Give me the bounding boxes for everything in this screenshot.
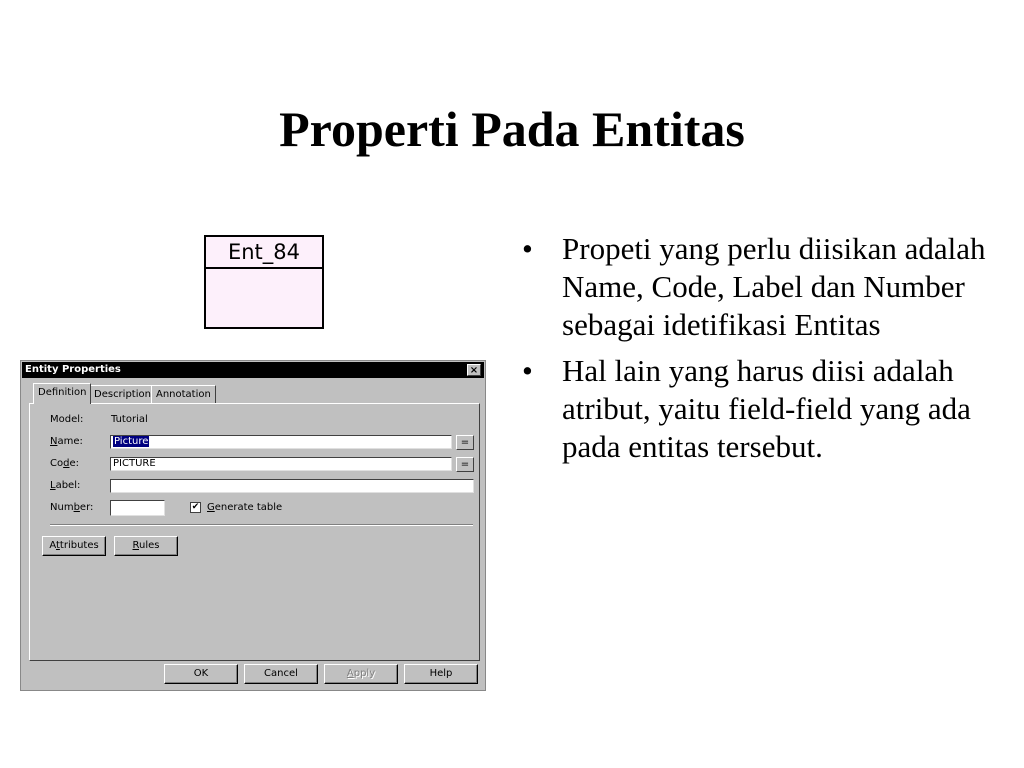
separator [50, 524, 473, 526]
close-icon[interactable]: × [467, 364, 481, 376]
entity-properties-dialog [20, 360, 486, 691]
dialog-titlebar[interactable] [22, 362, 484, 378]
name-field-value: Picture [114, 436, 149, 447]
tab-annotation[interactable]: Annotation [151, 385, 216, 403]
bullet-icon: • [522, 231, 533, 266]
name-field[interactable] [110, 435, 452, 449]
tab-definition[interactable]: Definition [33, 383, 91, 404]
name-equals-button[interactable]: = [456, 435, 474, 450]
model-value: Tutorial [111, 414, 148, 425]
code-field[interactable]: PICTURE [110, 457, 452, 471]
dialog-title: Entity Properties [25, 364, 121, 375]
cancel-button[interactable]: Cancel [244, 664, 318, 684]
bullet-list [522, 230, 1002, 474]
bullet-item [522, 230, 1002, 344]
rules-button[interactable]: Rules [114, 536, 178, 556]
generate-table-label: Generate table [207, 502, 283, 513]
ok-button[interactable]: OK [164, 664, 238, 684]
bullet-item [522, 352, 1002, 466]
generate-table-checkbox[interactable]: ✔ [191, 502, 200, 512]
model-label: Model: [50, 414, 84, 425]
bullet-text: Propeti yang perlu diisikan adalah Name, Code, Label dan Number sebagai idetifikasi Entitas [562, 231, 986, 342]
apply-button[interactable]: Apply [324, 664, 398, 684]
attributes-button[interactable]: Attributes [42, 536, 106, 556]
er-entity-box[interactable] [204, 235, 324, 329]
slide-title: Properti Pada Entitas [279, 101, 745, 157]
definition-panel [29, 403, 480, 661]
code-equals-button[interactable]: = [456, 457, 474, 472]
number-label: Number: [50, 502, 94, 513]
number-field[interactable] [110, 500, 165, 516]
tab-description[interactable]: Description [89, 385, 156, 403]
help-button[interactable]: Help [404, 664, 478, 684]
label-label: Label: [50, 480, 81, 491]
code-label: Code: [50, 458, 79, 469]
bullet-icon: • [522, 353, 533, 388]
label-field[interactable] [110, 479, 474, 493]
bullet-text: Hal lain yang harus diisi adalah atribut, yaitu field-field yang ada pada entitas tersebut. [562, 353, 971, 464]
name-label: Name: [50, 436, 83, 447]
entity-name: Ent_84 [206, 237, 322, 269]
